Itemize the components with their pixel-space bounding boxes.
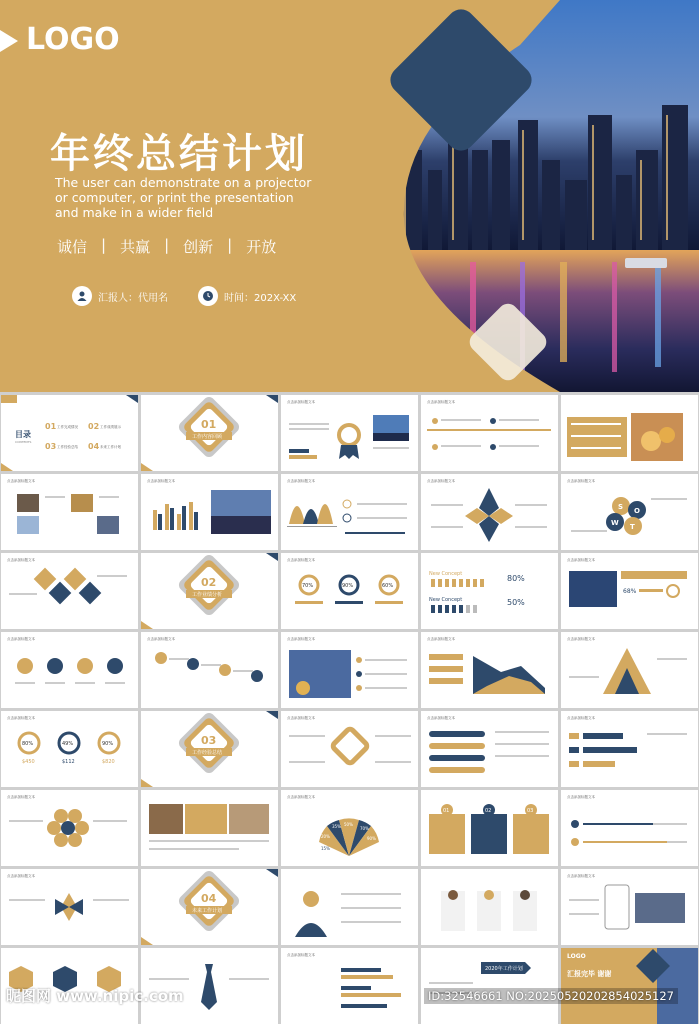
slide-thumb-people-bars[interactable]: 点击添加标题文本 <box>561 711 698 787</box>
svg-text:01: 01 <box>443 808 450 814</box>
slide-thumb-section-1[interactable] <box>141 395 278 471</box>
slide-thumb-people[interactable] <box>421 553 558 629</box>
slide-thumb-person[interactable] <box>281 869 418 945</box>
svg-text:35%: 35% <box>332 824 341 829</box>
slide-thumb-pills[interactable]: 点击添加标题文本 <box>421 711 558 787</box>
keyword: 共赢 <box>120 238 151 256</box>
meta-row <box>72 286 296 306</box>
slide-thumbnail-grid <box>0 392 699 1024</box>
slide-thumb-donuts[interactable]: 点击添加标题文本 70% 90% 60% <box>281 553 418 629</box>
slide-thumb-phone[interactable]: 点击添加标题文本 <box>561 869 698 945</box>
svg-text:70%: 70% <box>302 583 314 589</box>
svg-text:02: 02 <box>485 808 492 814</box>
svg-text:04: 04 <box>201 892 217 905</box>
slide-thumb-section-4[interactable] <box>141 869 278 945</box>
slide-thumb-coins[interactable] <box>561 395 698 471</box>
separator: | <box>227 236 233 254</box>
slide-thumb-round-icons[interactable]: 点击添加标题文本 <box>1 632 138 708</box>
svg-text:80%: 80% <box>22 741 34 747</box>
svg-text:LOGO: LOGO <box>567 953 586 960</box>
slide-thumb-toc[interactable] <box>1 395 138 471</box>
slide-thumb-swot[interactable]: 点击添加标题文本 S O W T <box>561 474 698 550</box>
svg-text:工作业绩分析: 工作业绩分析 <box>192 592 223 598</box>
svg-text:O: O <box>634 507 640 515</box>
svg-text:68%: 68% <box>623 588 637 595</box>
svg-text:60%: 60% <box>382 583 394 589</box>
slide-thumb-star[interactable]: 点击添加标题文本 <box>1 869 138 945</box>
svg-text:$450: $450 <box>22 759 35 765</box>
svg-text:工作成绩展示: 工作成绩展示 <box>100 425 121 429</box>
svg-text:$820: $820 <box>102 759 115 765</box>
user-icon <box>72 286 92 306</box>
svg-text:01: 01 <box>45 422 57 431</box>
slide-thumb-diamonds[interactable]: 点击添加标题文本 <box>1 553 138 629</box>
slide-thumb-bar-city[interactable]: 点击添加标题文本 <box>141 474 278 550</box>
separator: | <box>164 236 170 254</box>
slide-thumb-handshake[interactable]: 点击添加标题文本 68% <box>561 553 698 629</box>
svg-text:50%: 50% <box>507 598 525 607</box>
slide-thumb-area[interactable]: 点击添加标题文本 <box>421 632 558 708</box>
svg-text:20%: 20% <box>321 834 330 839</box>
clock-icon <box>198 286 218 306</box>
svg-text:70%: 70% <box>360 826 369 831</box>
svg-text:02: 02 <box>88 422 100 431</box>
slide-thumb-award[interactable]: 点击添加标题文本 <box>281 395 418 471</box>
slide-thumb-hexagons[interactable]: 点击添加标题文本 <box>1 790 138 866</box>
keyword: 开放 <box>246 238 277 256</box>
slide-thumb-cards[interactable] <box>421 869 558 945</box>
slide-thumb-photos[interactable]: 点击添加标题文本 <box>1 474 138 550</box>
slide-thumb-rings[interactable]: 点击添加标题文本 80% 49% 90% $450 $112 $820 <box>1 711 138 787</box>
separator: | <box>101 236 107 254</box>
slide-thumb-icons[interactable]: 点击添加标题文本 <box>421 395 558 471</box>
slide-thumb-peaks[interactable]: 点击添加标题文本 <box>281 474 418 550</box>
svg-text:New Concept: New Concept <box>429 597 463 603</box>
toc-title: 目录 <box>15 430 31 439</box>
keyword: 诚信 <box>57 238 88 256</box>
svg-text:01: 01 <box>201 418 217 431</box>
svg-text:汇报完毕 谢谢: 汇报完毕 谢谢 <box>567 970 612 978</box>
svg-text:T: T <box>630 523 635 531</box>
slide-thumb-frame[interactable]: 点击添加标题文本 <box>281 711 418 787</box>
svg-text:50%: 50% <box>344 822 353 827</box>
svg-text:2020年工作计划: 2020年工作计划 <box>485 966 523 972</box>
watermark-id: ID:32546661 NO:20250520202854025127 <box>424 988 678 1004</box>
svg-text:15%: 15% <box>321 846 330 851</box>
svg-text:工作完成情况: 工作完成情况 <box>57 425 78 429</box>
slide-thumb-progress[interactable]: 点击添加标题文本 <box>561 790 698 866</box>
svg-text:工作经验总结: 工作经验总结 <box>57 445 78 449</box>
slide-thumb-steps[interactable] <box>421 790 558 866</box>
slide-thumb-blocks[interactable] <box>141 790 278 866</box>
svg-text:New Concept: New Concept <box>429 571 463 577</box>
logo: LOGO <box>26 22 120 57</box>
cover-slide <box>0 0 699 392</box>
slide-thumb-fan[interactable]: 点击添加标题文本 20% 35% 50% 70% 90% 15% <box>281 790 418 866</box>
time: 时间：202X-XX <box>224 292 297 304</box>
slide-thumb-shields[interactable] <box>1 948 138 1024</box>
slide-thumb-end[interactable] <box>561 948 698 1024</box>
reporter: 汇报人：代用名 <box>98 292 168 304</box>
watermark-site: 昵图网 www.nipic.com <box>6 987 184 1005</box>
svg-text:90%: 90% <box>367 836 376 841</box>
svg-text:W: W <box>611 519 619 527</box>
svg-text:03: 03 <box>527 808 534 814</box>
svg-text:90%: 90% <box>342 583 354 589</box>
slide-thumb-drop[interactable]: 点击添加标题文本 <box>421 474 558 550</box>
subtitle: The user can demonstrate on a projector or computer, or print the presentation and make in a wider field <box>55 175 312 220</box>
svg-text:49%: 49% <box>62 741 74 747</box>
keyword: 创新 <box>183 238 214 256</box>
svg-text:未来工作计划: 未来工作计划 <box>192 908 223 914</box>
slide-thumb-tie[interactable] <box>141 948 278 1024</box>
svg-text:CONTENTS: CONTENTS <box>15 440 32 444</box>
slide-thumb-triangle[interactable]: 点击添加标题文本 <box>561 632 698 708</box>
svg-text:03: 03 <box>45 442 57 451</box>
svg-text:$112: $112 <box>62 759 75 765</box>
keyword-row <box>57 236 276 257</box>
svg-text:S: S <box>618 503 624 511</box>
svg-text:04: 04 <box>88 442 100 451</box>
svg-text:工作内容回顾: 工作内容回顾 <box>192 434 223 440</box>
slide-thumb-hbar[interactable]: 点击添加标题文本 <box>281 948 418 1024</box>
slide-thumb-section-3[interactable] <box>141 711 278 787</box>
svg-text:03: 03 <box>201 734 217 747</box>
slide-thumb-bulbs[interactable]: 点击添加标题文本 <box>141 632 278 708</box>
svg-text:工作经验总结: 工作经验总结 <box>192 750 223 756</box>
svg-text:未来工作计划: 未来工作计划 <box>100 445 121 449</box>
slide-thumb-section-2[interactable] <box>141 553 278 629</box>
svg-text:02: 02 <box>201 576 217 589</box>
slide-thumb-plan[interactable] <box>421 948 558 1024</box>
svg-text:90%: 90% <box>102 741 114 747</box>
page-title: 年终总结计划 <box>50 131 308 177</box>
logo-arrow-icon <box>0 30 18 52</box>
slide-thumb-finance[interactable]: 点击添加标题文本 <box>281 632 418 708</box>
svg-text:80%: 80% <box>507 574 525 583</box>
